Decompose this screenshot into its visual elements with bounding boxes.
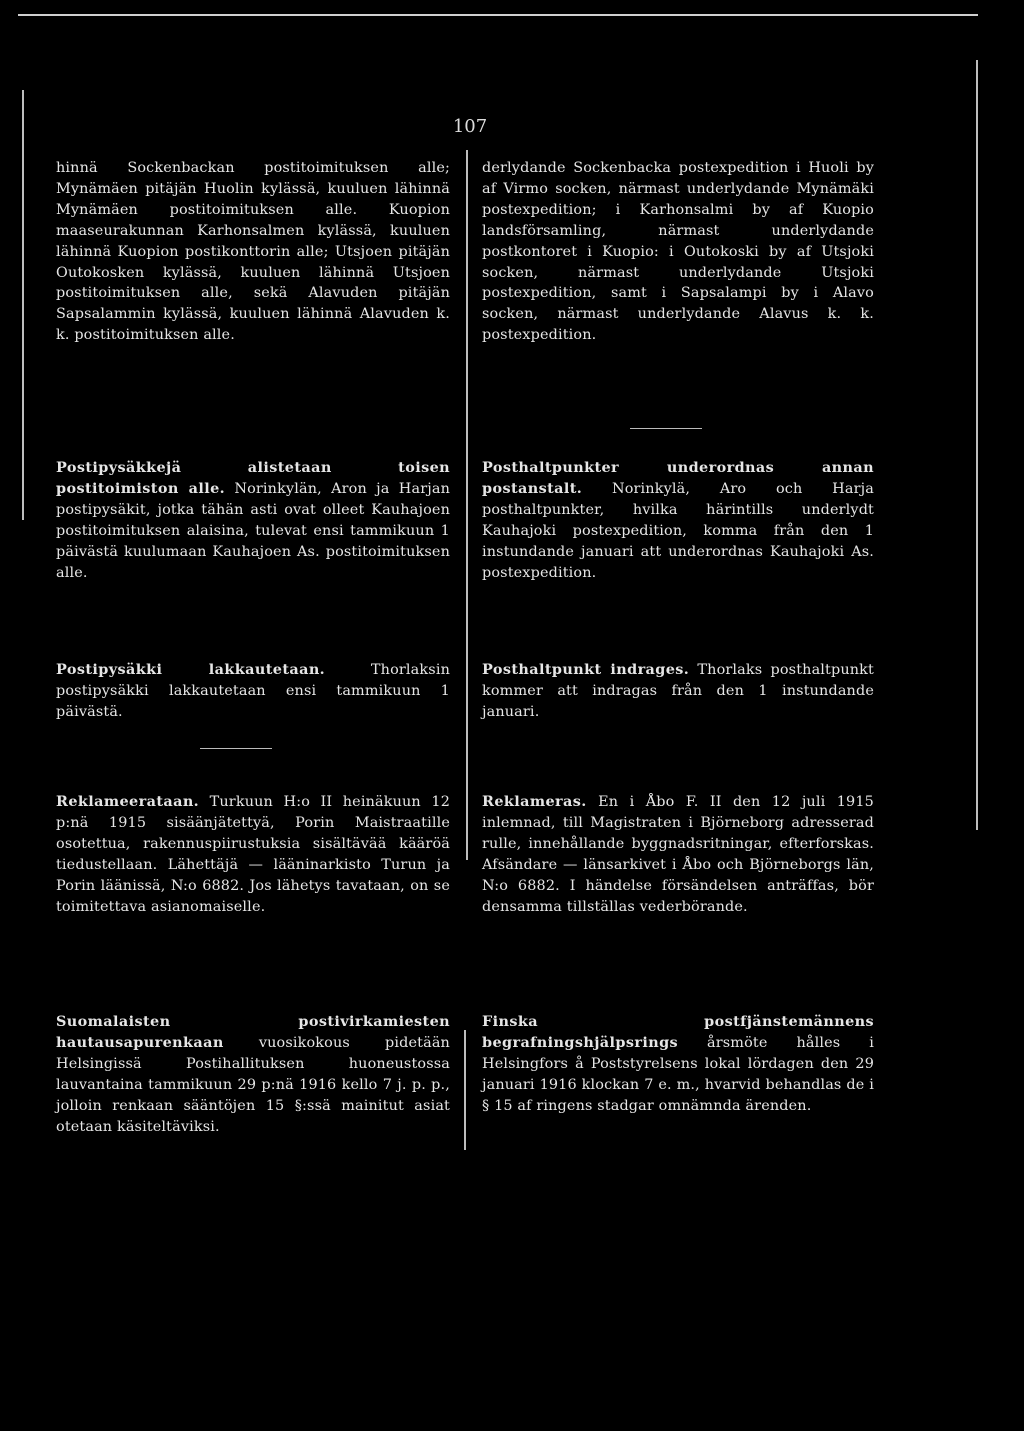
- notice-heading: Finska postfjänstemännens begrafningshjälpsrings: [482, 1013, 874, 1051]
- top-rule: [18, 14, 978, 16]
- intro-paragraph-swedish: [482, 158, 874, 346]
- left-margin-line: [22, 90, 24, 520]
- notice-body: Norinkylän, Aron ja Harjan postipysäkit, jotka tähän asti ovat olleet Kauhajoen postitoimituksen alaisina, tulevat ensi tammikuun 1 päivästä kuulumaan Kauhajoen As. postitoimituksen alle.: [56, 480, 450, 581]
- intro-paragraph-finnish: [56, 158, 450, 346]
- notice-heading: Posthaltpunkt indrages.: [482, 661, 690, 678]
- notice-body: Norinkylä, Aro och Harja posthaltpunkter, hvilka härintills underlydt Kauhajoki postexpedition, komma från den 1 instundande januari att underordnas Kauhajoki As. postexpedition.: [482, 480, 874, 581]
- notice-heading: Reklameerataan.: [56, 793, 200, 810]
- separator-rule: [630, 428, 702, 429]
- notice-postipysakki-lakkautetaan: [56, 660, 450, 723]
- separator-rule: [200, 748, 272, 749]
- notice-heading: Reklameras.: [482, 793, 587, 810]
- notice-body: Thorlaks posthaltpunkt kommer att indragas från den 1 instundande januari.: [482, 662, 874, 720]
- notice-body: Thorlaksin postipysäkki lakkautetaan ensi tammikuun 1 päivästä.: [56, 662, 450, 720]
- notice-heading: Suomalaisten postivirkamiesten hautausapurenkaan: [56, 1013, 450, 1051]
- page-number: 107: [452, 116, 488, 137]
- notice-hautausapurengas: [56, 1012, 450, 1137]
- notice-reklameerataan: [56, 792, 450, 917]
- notice-begrafningshjalpsring: [482, 1012, 874, 1117]
- notice-heading: Postipysäkkejä alistetaan toisen postitoimiston alle.: [56, 459, 450, 497]
- column-divider-line: [466, 150, 468, 860]
- intro-text: hinnä Sockenbackan postitoimituksen alle; Mynämäen pitäjän Huolin kylässä, kuuluen lähinnä Mynämäen postitoimituksen alle. Kuopion maaseurakunnan Karhonsalmen kylässä, kuuluen lähinnä Kuopion postikonttorin alle; Utsjoen pitäjän Outokosken kylässä, kuuluen lähinnä Utsjoen postitoimituksen alle, sekä Alavuden pitäjän Sapsalammin kylässä, kuuluen lähinnä Alavuden k. k. postitoimituksen alle.: [56, 160, 450, 344]
- notice-heading: Postipysäkki lakkautetaan.: [56, 661, 326, 678]
- intro-text: derlydande Sockenbacka postexpedition i Huoli by af Virmo socken, närmast underlydande Mynämäki postexpedition; i Karhonsalmi by af Kuopio landsförsamling, närmast underlydande postkontoret i Kuopio: i Outokoski by af Utsjoki socken, närmast underlydande Utsjoki postexpedition, samt i Sapsalampi by i Alavo socken, närmast underlydande Alavus k. k. postexpedition.: [482, 160, 874, 344]
- column-divider-line-lower: [464, 1030, 466, 1150]
- notice-postipysakkeja: [56, 458, 450, 583]
- notice-body: En i Åbo F. II den 12 juli 1915 inlemnad, till Magistraten i Björneborg adresserad rulle, innehållande byggnadsritningar, efterforskas. Afsändare — länsarkivet i Åbo och Björneborgs län, N:o 6882. I händelse försändelsen anträffas, bör densamma tillställas vederbörande.: [482, 794, 874, 915]
- right-margin-line: [976, 60, 978, 830]
- notice-posthaltpunkter: [482, 458, 874, 583]
- notice-body: vuosikokous pidetään Helsingissä Postihallituksen huoneustossa lauvantaina tammikuun 29 p:nä 1916 kello 7 j. p. p., jolloin renkaan sääntöjen 15 §:ssä mainitut asiat otetaan käsiteltäviksi.: [56, 1034, 450, 1135]
- notice-heading: Posthaltpunkter underordnas annan postanstalt.: [482, 459, 874, 497]
- notice-body: Turkuun H:o II heinäkuun 12 p:nä 1915 sisäänjätettyä, Porin Maistraatille osotettua, rakennuspiirustuksia sisältävää kääröä tiedustellaan. Lähettäjä — lääninarkisto Turun ja Porin läänissä, N:o 6882. Jos lähetys tavataan, on se toimitettava asianomaiselle.: [56, 794, 450, 915]
- notice-posthaltpunkt-indrages: [482, 660, 874, 723]
- notice-body: årsmöte hålles i Helsingfors å Poststyrelsens lokal lördagen den 29 januari 1916 klockan 7 e. m., hvarvid behandlas de i § 15 af ringens stadgar omnämnda ärenden.: [482, 1034, 874, 1114]
- notice-reklameras: [482, 792, 874, 917]
